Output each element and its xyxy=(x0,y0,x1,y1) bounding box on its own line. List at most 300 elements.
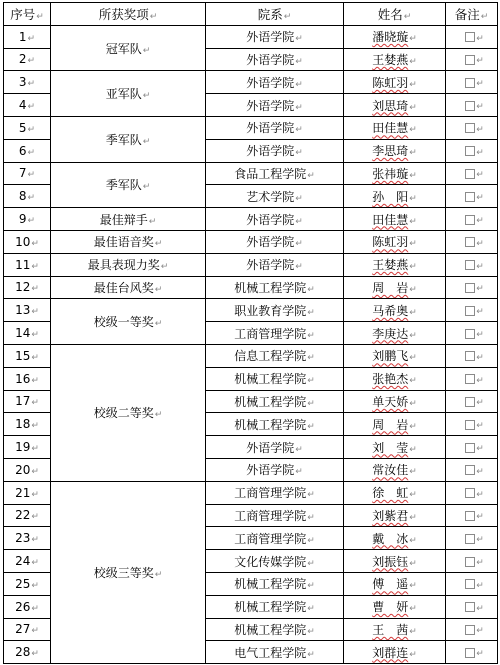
name-cell-text: 戴 冰 xyxy=(372,531,409,546)
award-cell-text: 亚军队 xyxy=(105,87,142,102)
row-number-cell-text: 3 xyxy=(18,75,27,90)
department-cell xyxy=(206,641,344,664)
paragraph-mark-icon: ↵ xyxy=(476,489,484,500)
note-cell xyxy=(446,276,498,299)
paragraph-mark-icon: ↵ xyxy=(31,558,39,569)
row-number-cell xyxy=(4,527,51,550)
row-number-cell xyxy=(4,595,51,618)
name-cell xyxy=(344,504,446,527)
row-number-cell-text: 20 xyxy=(15,462,31,477)
award-cell-text: 校级二等奖 xyxy=(93,406,154,421)
name-cell-text: 田佳慧 xyxy=(372,212,409,227)
row-number-cell xyxy=(4,504,51,527)
row-number-cell xyxy=(4,94,51,117)
row-number-cell xyxy=(4,550,51,573)
row-number-cell-text: 1 xyxy=(18,29,27,44)
award-cell xyxy=(51,253,206,276)
paragraph-mark-icon: ↵ xyxy=(154,410,163,421)
paragraph-mark-icon: ↵ xyxy=(307,376,315,387)
department-cell xyxy=(206,25,344,48)
department-cell xyxy=(206,208,344,231)
department-cell-text: 外语学院 xyxy=(246,75,295,90)
name-cell-text: 王婪燕 xyxy=(372,52,409,67)
header-dept xyxy=(206,3,344,26)
award-cell xyxy=(51,276,206,299)
name-cell-text: 张艳杰 xyxy=(372,372,409,387)
paragraph-mark-icon: ↵ xyxy=(31,398,39,409)
row-number-cell-text: 26 xyxy=(15,599,31,614)
department-cell-text: 电气工程学院 xyxy=(234,645,307,660)
paragraph-mark-icon: ↵ xyxy=(149,11,158,22)
row-number-cell-text: 21 xyxy=(15,485,31,500)
row-number-cell xyxy=(4,185,51,208)
department-cell xyxy=(206,595,344,618)
paragraph-mark-icon: ↵ xyxy=(476,421,484,432)
department-cell-text: 信息工程学院 xyxy=(234,349,307,364)
note-cell xyxy=(446,230,498,253)
paragraph-mark-icon: ↵ xyxy=(142,91,151,102)
department-cell xyxy=(206,367,344,390)
row-number-cell-text: 18 xyxy=(15,417,31,432)
award-cell-text: 季军队 xyxy=(105,178,142,193)
paragraph-mark-icon: ↵ xyxy=(31,421,39,432)
row-number-cell-text: 16 xyxy=(15,371,31,386)
award-cell-text: 冠军队 xyxy=(105,41,142,56)
row-number-cell-text: 5 xyxy=(18,120,27,135)
row-number-cell-text: 15 xyxy=(15,348,31,363)
row-number-cell-text: 6 xyxy=(18,143,27,158)
paragraph-mark-icon: ↵ xyxy=(36,11,44,22)
row-number-cell xyxy=(4,139,51,162)
paragraph-mark-icon: ↵ xyxy=(409,444,417,455)
empty-box-icon xyxy=(465,351,475,361)
row-number-cell-text: 28 xyxy=(15,645,31,660)
name-cell xyxy=(344,299,446,322)
header-no xyxy=(4,3,51,26)
department-cell-text: 文化传媒学院 xyxy=(234,554,307,569)
department-cell-text: 工商管理学院 xyxy=(234,508,307,523)
empty-box-icon xyxy=(465,32,475,42)
row-number-cell xyxy=(4,253,51,276)
paragraph-mark-icon: ↵ xyxy=(148,216,157,227)
name-cell-text: 田佳慧 xyxy=(372,121,409,136)
header-award-label: 所获奖项 xyxy=(98,6,149,22)
header-note-label: 备注 xyxy=(454,6,480,22)
paragraph-mark-icon: ↵ xyxy=(295,239,303,250)
paragraph-mark-icon: ↵ xyxy=(409,398,417,409)
paragraph-mark-icon: ↵ xyxy=(160,262,169,273)
paragraph-mark-icon: ↵ xyxy=(476,238,484,249)
paragraph-mark-icon: ↵ xyxy=(409,284,417,295)
paragraph-mark-icon: ↵ xyxy=(476,444,484,455)
empty-box-icon xyxy=(465,579,475,589)
award-cell xyxy=(51,344,206,481)
paragraph-mark-icon: ↵ xyxy=(409,262,417,273)
name-cell-text: 周 岩 xyxy=(372,417,409,432)
header-name xyxy=(344,3,446,26)
department-cell-text: 外语学院 xyxy=(246,144,295,159)
paragraph-mark-icon: ↵ xyxy=(476,193,484,204)
department-cell-text: 外语学院 xyxy=(246,30,295,45)
row-number-cell-text: 2 xyxy=(18,52,27,67)
row-number-cell xyxy=(4,344,51,367)
paragraph-mark-icon: ↵ xyxy=(409,535,417,546)
table-row xyxy=(4,276,498,299)
department-cell xyxy=(206,71,344,94)
row-number-cell-text: 13 xyxy=(15,303,31,318)
paragraph-mark-icon: ↵ xyxy=(31,284,39,295)
empty-box-icon xyxy=(465,511,475,521)
paragraph-mark-icon: ↵ xyxy=(307,353,315,364)
empty-box-icon xyxy=(465,648,475,658)
department-cell xyxy=(206,618,344,641)
paragraph-mark-icon: ↵ xyxy=(409,34,417,45)
paragraph-mark-icon: ↵ xyxy=(307,421,315,432)
header-name-label: 姓名 xyxy=(377,6,403,22)
paragraph-mark-icon: ↵ xyxy=(476,216,484,227)
name-cell-text: 曹 妍 xyxy=(372,600,409,615)
department-cell xyxy=(206,344,344,367)
row-number-cell-text: 23 xyxy=(15,531,31,546)
name-cell xyxy=(344,344,446,367)
paragraph-mark-icon: ↵ xyxy=(142,182,151,193)
paragraph-mark-icon: ↵ xyxy=(476,147,484,158)
paragraph-mark-icon: ↵ xyxy=(307,581,315,592)
award-cell-text: 季军队 xyxy=(105,132,142,147)
award-cell-text: 最佳辩手 xyxy=(99,212,148,227)
empty-box-icon xyxy=(465,443,475,453)
row-number-cell xyxy=(4,436,51,459)
note-cell xyxy=(446,208,498,231)
award-cell-text: 最佳台风奖 xyxy=(93,280,154,295)
row-number-cell xyxy=(4,367,51,390)
note-cell xyxy=(446,481,498,504)
name-cell xyxy=(344,253,446,276)
paragraph-mark-icon: ↵ xyxy=(154,284,163,295)
paragraph-mark-icon: ↵ xyxy=(27,33,36,44)
paragraph-mark-icon: ↵ xyxy=(307,490,315,501)
paragraph-mark-icon: ↵ xyxy=(307,512,315,523)
empty-box-icon xyxy=(465,146,475,156)
empty-box-icon xyxy=(465,55,475,65)
department-cell xyxy=(206,413,344,436)
row-number-cell xyxy=(4,322,51,345)
paragraph-mark-icon: ↵ xyxy=(476,33,484,44)
name-cell xyxy=(344,572,446,595)
row-number-cell-text: 24 xyxy=(15,554,31,569)
department-cell xyxy=(206,527,344,550)
award-cell xyxy=(51,116,206,162)
paragraph-mark-icon: ↵ xyxy=(27,102,36,113)
note-cell xyxy=(446,458,498,481)
paragraph-mark-icon: ↵ xyxy=(31,649,39,660)
row-number-cell xyxy=(4,230,51,253)
department-cell xyxy=(206,458,344,481)
name-cell xyxy=(344,481,446,504)
department-cell xyxy=(206,550,344,573)
paragraph-mark-icon: ↵ xyxy=(409,239,417,250)
department-cell-text: 外语学院 xyxy=(246,258,295,273)
note-cell xyxy=(446,322,498,345)
paragraph-mark-icon: ↵ xyxy=(409,467,417,478)
paragraph-mark-icon: ↵ xyxy=(295,102,303,113)
paragraph-mark-icon: ↵ xyxy=(409,421,417,432)
paragraph-mark-icon: ↵ xyxy=(27,170,36,181)
empty-box-icon xyxy=(465,625,475,635)
paragraph-mark-icon: ↵ xyxy=(142,136,151,147)
paragraph-mark-icon: ↵ xyxy=(307,649,315,660)
paragraph-mark-icon: ↵ xyxy=(154,569,163,580)
paragraph-mark-icon: ↵ xyxy=(295,125,303,136)
department-cell-text: 外语学院 xyxy=(246,98,295,113)
paragraph-mark-icon: ↵ xyxy=(409,330,417,341)
row-number-cell-text: 8 xyxy=(18,189,27,204)
name-cell xyxy=(344,25,446,48)
department-cell xyxy=(206,185,344,208)
paragraph-mark-icon: ↵ xyxy=(409,512,417,523)
empty-box-icon xyxy=(465,283,475,293)
department-cell-text: 艺术学院 xyxy=(246,189,295,204)
name-cell-text: 刘振钰 xyxy=(372,554,409,569)
name-cell-text: 陈虹羽 xyxy=(372,75,409,90)
department-cell xyxy=(206,48,344,71)
table-row xyxy=(4,71,498,94)
row-number-cell-text: 22 xyxy=(15,508,31,523)
department-cell-text: 机械工程学院 xyxy=(234,280,307,295)
note-cell xyxy=(446,139,498,162)
department-cell-text: 机械工程学院 xyxy=(234,577,307,592)
row-number-cell xyxy=(4,162,51,185)
name-cell-text: 王 茜 xyxy=(372,622,409,637)
paragraph-mark-icon: ↵ xyxy=(480,11,489,22)
name-cell xyxy=(344,185,446,208)
paragraph-mark-icon: ↵ xyxy=(476,512,484,523)
row-number-cell xyxy=(4,299,51,322)
paragraph-mark-icon: ↵ xyxy=(307,626,315,637)
paragraph-mark-icon: ↵ xyxy=(476,558,484,569)
paragraph-mark-icon: ↵ xyxy=(142,45,151,56)
paragraph-mark-icon: ↵ xyxy=(409,79,417,90)
award-cell xyxy=(51,208,206,231)
department-cell-text: 外语学院 xyxy=(246,121,295,136)
department-cell-text: 外语学院 xyxy=(246,212,295,227)
department-cell-text: 机械工程学院 xyxy=(234,372,307,387)
paragraph-mark-icon: ↵ xyxy=(307,284,315,295)
paragraph-mark-icon: ↵ xyxy=(31,444,39,455)
paragraph-mark-icon: ↵ xyxy=(476,603,484,614)
paragraph-mark-icon: ↵ xyxy=(27,147,36,158)
row-number-cell xyxy=(4,641,51,664)
award-cell-text: 校级一等奖 xyxy=(93,315,154,330)
department-cell-text: 工商管理学院 xyxy=(234,486,307,501)
note-cell xyxy=(446,162,498,185)
name-cell xyxy=(344,94,446,117)
paragraph-mark-icon: ↵ xyxy=(409,193,417,204)
award-cell xyxy=(51,25,206,71)
paragraph-mark-icon: ↵ xyxy=(31,512,39,523)
paragraph-mark-icon: ↵ xyxy=(409,307,417,318)
paragraph-mark-icon: ↵ xyxy=(476,284,484,295)
name-cell-text: 王婪燕 xyxy=(372,258,409,273)
paragraph-mark-icon: ↵ xyxy=(409,558,417,569)
paragraph-mark-icon: ↵ xyxy=(476,375,484,386)
paragraph-mark-icon: ↵ xyxy=(283,11,292,22)
note-cell xyxy=(446,413,498,436)
row-number-cell-text: 7 xyxy=(18,166,27,181)
award-cell xyxy=(51,299,206,345)
empty-box-icon xyxy=(465,78,475,88)
paragraph-mark-icon: ↵ xyxy=(295,193,303,204)
name-cell-text: 刘 莹 xyxy=(372,440,409,455)
paragraph-mark-icon: ↵ xyxy=(307,535,315,546)
table-row xyxy=(4,25,498,48)
row-number-cell-text: 10 xyxy=(15,234,31,249)
row-number-cell xyxy=(4,413,51,436)
paragraph-mark-icon: ↵ xyxy=(409,376,417,387)
name-cell-text: 刘思琦 xyxy=(372,98,409,113)
row-number-cell-text: 19 xyxy=(15,440,31,455)
paragraph-mark-icon: ↵ xyxy=(31,330,39,341)
empty-box-icon xyxy=(465,123,475,133)
paragraph-mark-icon: ↵ xyxy=(476,580,484,591)
note-cell xyxy=(446,572,498,595)
table-row xyxy=(4,162,498,185)
row-number-cell-text: 11 xyxy=(15,257,31,272)
paragraph-mark-icon: ↵ xyxy=(295,148,303,159)
paragraph-mark-icon: ↵ xyxy=(31,626,39,637)
paragraph-mark-icon: ↵ xyxy=(31,238,39,249)
note-cell xyxy=(446,550,498,573)
paragraph-mark-icon: ↵ xyxy=(476,79,484,90)
note-cell xyxy=(446,71,498,94)
row-number-cell-text: 4 xyxy=(18,98,27,113)
name-cell xyxy=(344,322,446,345)
paragraph-mark-icon: ↵ xyxy=(476,535,484,546)
row-number-cell-text: 25 xyxy=(15,576,31,591)
paragraph-mark-icon: ↵ xyxy=(31,580,39,591)
paragraph-mark-icon: ↵ xyxy=(31,352,39,363)
department-cell-text: 工商管理学院 xyxy=(234,326,307,341)
department-cell xyxy=(206,94,344,117)
paragraph-mark-icon: ↵ xyxy=(476,261,484,272)
row-number-cell-text: 17 xyxy=(15,394,31,409)
paragraph-mark-icon: ↵ xyxy=(409,581,417,592)
department-cell xyxy=(206,436,344,459)
award-cell-text: 最具表现力奖 xyxy=(87,258,160,273)
name-cell-text: 潘晓璇 xyxy=(372,30,409,45)
paragraph-mark-icon: ↵ xyxy=(409,148,417,159)
note-cell xyxy=(446,48,498,71)
header-note xyxy=(446,3,498,26)
row-number-cell xyxy=(4,276,51,299)
name-cell xyxy=(344,436,446,459)
department-cell-text: 外语学院 xyxy=(246,52,295,67)
empty-box-icon xyxy=(465,260,475,270)
note-cell xyxy=(446,94,498,117)
paragraph-mark-icon: ↵ xyxy=(31,603,39,614)
note-cell xyxy=(446,299,498,322)
award-cell-text: 最佳语音奖 xyxy=(93,235,154,250)
paragraph-mark-icon: ↵ xyxy=(27,216,36,227)
note-cell xyxy=(446,25,498,48)
header-dept-label: 院系 xyxy=(257,6,283,22)
name-cell-text: 马希奥 xyxy=(372,303,409,318)
paragraph-mark-icon: ↵ xyxy=(31,307,39,318)
name-cell-text: 孙 阳 xyxy=(372,189,409,204)
name-cell xyxy=(344,527,446,550)
table-row xyxy=(4,208,498,231)
row-number-cell xyxy=(4,71,51,94)
department-cell-text: 机械工程学院 xyxy=(234,417,307,432)
row-number-cell xyxy=(4,390,51,413)
name-cell xyxy=(344,595,446,618)
paragraph-mark-icon: ↵ xyxy=(409,604,417,615)
row-number-cell xyxy=(4,48,51,71)
table-row xyxy=(4,253,498,276)
paragraph-mark-icon: ↵ xyxy=(409,170,417,181)
paragraph-mark-icon: ↵ xyxy=(295,79,303,90)
paragraph-mark-icon: ↵ xyxy=(307,604,315,615)
department-cell xyxy=(206,299,344,322)
name-cell-text: 单天娇 xyxy=(372,394,409,409)
paragraph-mark-icon: ↵ xyxy=(403,11,412,22)
name-cell xyxy=(344,618,446,641)
paragraph-mark-icon: ↵ xyxy=(476,398,484,409)
row-number-cell xyxy=(4,572,51,595)
name-cell-text: 刘鹏飞 xyxy=(372,349,409,364)
empty-box-icon xyxy=(465,306,475,316)
note-cell xyxy=(446,527,498,550)
row-number-cell-text: 9 xyxy=(18,212,27,227)
row-number-cell-text: 12 xyxy=(15,280,31,295)
name-cell xyxy=(344,71,446,94)
name-cell-text: 李思琦 xyxy=(372,144,409,159)
department-cell-text: 食品工程学院 xyxy=(234,166,307,181)
table-row xyxy=(4,230,498,253)
award-cell xyxy=(51,162,206,208)
paragraph-mark-icon: ↵ xyxy=(295,467,303,478)
note-cell xyxy=(446,367,498,390)
name-cell xyxy=(344,139,446,162)
award-list-sheet xyxy=(3,2,498,664)
header-award xyxy=(51,3,206,26)
name-cell xyxy=(344,390,446,413)
note-cell xyxy=(446,618,498,641)
paragraph-mark-icon: ↵ xyxy=(409,56,417,67)
row-number-cell xyxy=(4,25,51,48)
name-cell-text: 陈虹羽 xyxy=(372,235,409,250)
name-cell xyxy=(344,550,446,573)
empty-box-icon xyxy=(465,101,475,111)
name-cell xyxy=(344,48,446,71)
note-cell xyxy=(446,344,498,367)
department-cell-text: 外语学院 xyxy=(246,235,295,250)
note-cell xyxy=(446,185,498,208)
name-cell xyxy=(344,162,446,185)
empty-box-icon xyxy=(465,215,475,225)
empty-box-icon xyxy=(465,488,475,498)
name-cell-text: 徐 虹 xyxy=(372,486,409,501)
award-cell xyxy=(51,481,206,663)
name-cell xyxy=(344,413,446,436)
paragraph-mark-icon: ↵ xyxy=(476,307,484,318)
department-cell-text: 机械工程学院 xyxy=(234,600,307,615)
row-number-cell-text: 14 xyxy=(15,326,31,341)
department-cell-text: 职业教育学院 xyxy=(234,303,307,318)
empty-box-icon xyxy=(465,192,475,202)
row-number-cell xyxy=(4,618,51,641)
department-cell-text: 外语学院 xyxy=(246,440,295,455)
